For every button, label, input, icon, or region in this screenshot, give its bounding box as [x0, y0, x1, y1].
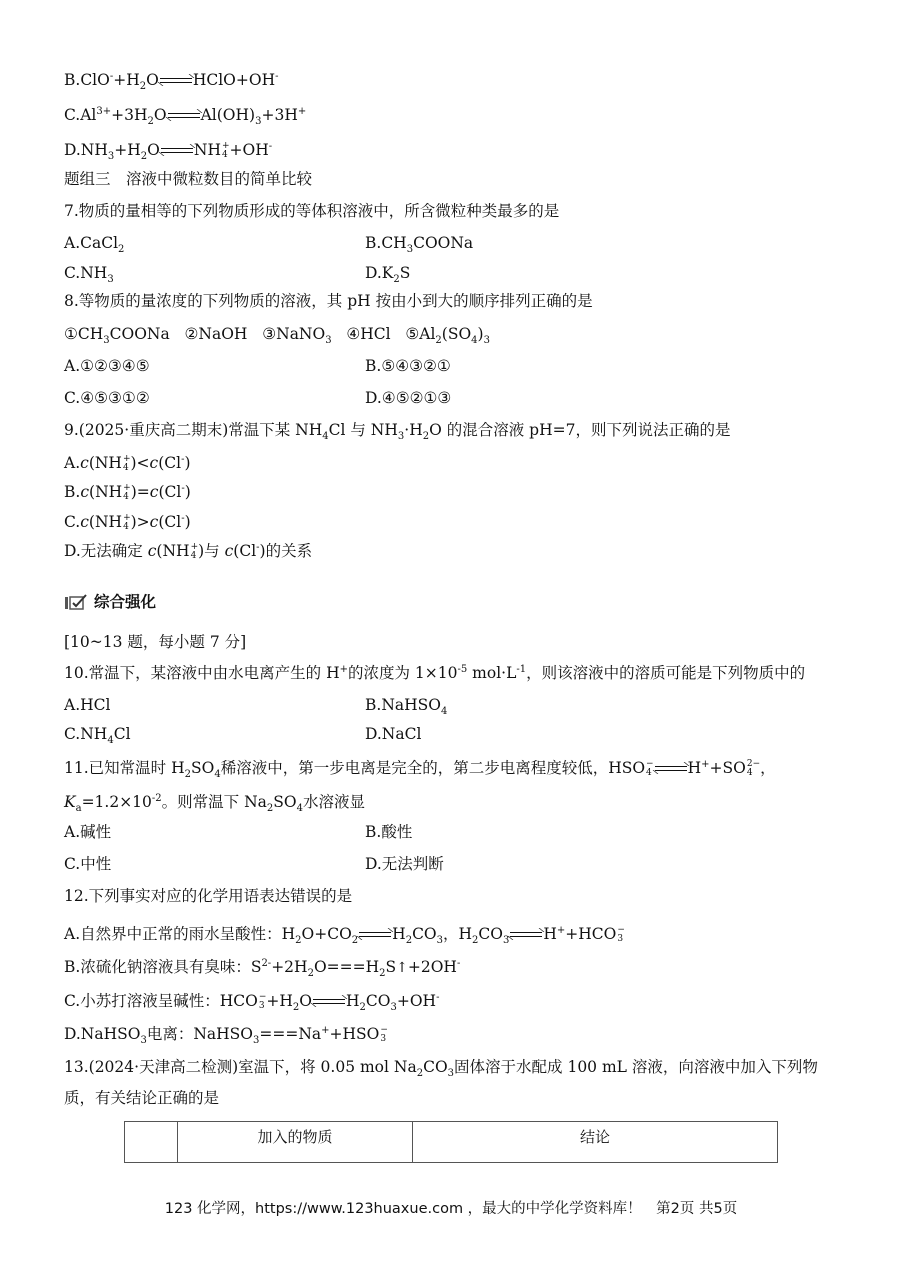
question-8: 8.等物质的量浓度的下列物质的溶液，其 pH 按由小到大的顺序排列正确的是: [64, 292, 593, 310]
equilibrium-arrow-icon: [510, 930, 542, 940]
q10-option-d: D.NaCl: [365, 725, 422, 743]
gas-up-arrow-icon: ↑: [396, 960, 408, 976]
option-b-line: $B.ClO^-+H_2O$ HClO+OH-: [64, 70, 279, 93]
q11-option-d: D.无法判断: [365, 855, 444, 873]
q10-option-b: B.NaHSO$_4$: [365, 696, 448, 718]
equilibrium-arrow-icon: [313, 997, 345, 1007]
q12-option-c: C.小苏打溶液呈碱性：HCO − 3 $+H_2O$ $H_2CO_3+OH^-$: [64, 991, 440, 1014]
question-11-ka: $K_a=1.2\times 10^{-2}$。则常温下 $Na_2SO_4$水溶液显: [64, 792, 365, 815]
score-range: [10~13 题，每小题 7 分]: [64, 633, 247, 651]
equilibrium-arrow-icon: [655, 764, 687, 774]
question-13: 13.(2024·天津高二检测)室温下，将 0.05 mol $Na_2CO_3$固体溶于水配成 100 mL 溶液，向溶液中加入下列物: [64, 1058, 818, 1080]
question-13-table: [124, 1121, 778, 1163]
group3-heading: 题组三 溶液中微粒数目的简单比较: [64, 170, 313, 188]
equilibrium-arrow-icon: [168, 111, 200, 121]
q11-option-b: B.酸性: [365, 823, 413, 841]
equilibrium-arrow-icon: [161, 146, 193, 156]
q7-option-c: $C.NH_3$: [64, 264, 114, 286]
q9-option-a: A.c(NH + 4 )<c(Cl-): [64, 453, 191, 473]
equilibrium-arrow-icon: [359, 930, 391, 940]
equilibrium-arrow-icon: [160, 76, 192, 86]
option-d-line: $D.NH_3+H_2O$ NH + 4 +OH-: [64, 140, 273, 163]
q9-option-c: C.c(NH + 4 )>c(Cl-): [64, 512, 191, 532]
section-heading: 综合强化: [64, 590, 156, 612]
question-10: 10.常温下，某溶液中由水电离产生的 H+的浓度为 $1\times 10^{-5}$ $mol\cdot L^{-1}$，则该溶液中的溶质可能是下列物质中的: [64, 663, 806, 682]
q9-option-b: B.c(NH + 4 )=c(Cl-): [64, 482, 191, 502]
table-header-conclusion: 结论: [413, 1122, 778, 1163]
q12-option-d: D.NaHSO$_3$电离：NaHSO$_3$===Na++HSO − 3: [64, 1024, 388, 1047]
q7-option-d: $D.K_2S$: [365, 264, 411, 286]
table-header-added-substance: 加入的物质: [178, 1122, 413, 1163]
question-9: 9.(2025·重庆高二期末)常温下某 $NH_4Cl$ 与 $NH_3\cdot H_2O$ 的混合溶液 pH=7，则下列说法正确的是: [64, 421, 731, 443]
page-footer: 123 化学网，https://www.123huaxue.com ，最大的中学化学资料库！ 第2页 共5页: [164, 1201, 738, 1217]
q7-option-a: A.CaCl$_2$: [64, 234, 125, 256]
q10-option-a: A.HCl: [64, 696, 111, 714]
q8-items: $①CH_3COONa$ ②NaOH ③NaNO$_3$ ④HCl $⑤Al_2(SO_4)_3$: [64, 325, 490, 347]
q8-option-a: A.①②③④⑤: [64, 357, 150, 375]
question-11: 11.已知常温时 $H_2SO_4$稀溶液中，第一步电离是完全的，第二步电离程度较低，HSO − 4 H++SO 2− 4 ，: [64, 758, 776, 781]
table-row: [125, 1122, 778, 1163]
question-7: 7.物质的量相等的下列物质形成的等体积溶液中，所含微粒种类最多的是: [64, 202, 560, 220]
q11-option-c: C.中性: [64, 855, 112, 873]
q8-option-d: D.④⑤②①③: [365, 389, 452, 407]
q12-option-b: B.浓硫化钠溶液具有臭味：$S^{2-}+2H_2O===H_2S↑+2OH^-$: [64, 957, 461, 980]
q9-option-d: D.无法确定 c(NH + 4 )与 c(Cl-)的关系: [64, 541, 313, 561]
question-12: 12.下列事实对应的化学用语表达错误的是: [64, 887, 353, 905]
q10-option-c: $C.NH_4Cl$: [64, 725, 131, 747]
checklist-icon: [64, 594, 88, 610]
q8-option-c: C.④⑤③①②: [64, 389, 150, 407]
question-13-cont: 质，有关结论正确的是: [64, 1089, 220, 1107]
q11-option-a: A.碱性: [64, 823, 112, 841]
table-header-blank: [125, 1122, 178, 1163]
option-c-line: $C.Al^{3+}+3H_2O$ $Al(OH)_3+3H^+$: [64, 105, 307, 128]
q12-option-a: A.自然界中正常的雨水呈酸性：$H_2O+CO_2$ $H_2CO_3$，$H_2CO_3$ H++HCO − 3: [64, 924, 625, 947]
q8-option-b: B.⑤④③②①: [365, 357, 451, 375]
q7-option-b: $B.CH_3COONa$: [365, 234, 474, 256]
